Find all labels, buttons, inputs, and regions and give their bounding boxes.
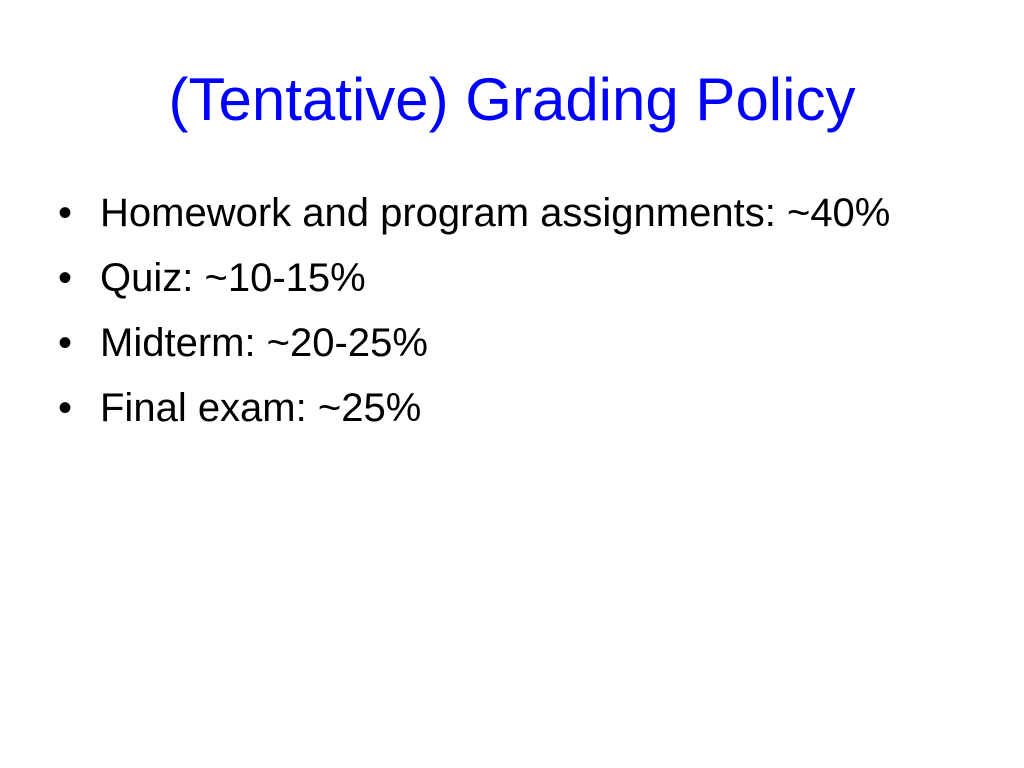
- bullet-item-final-exam: [54, 381, 914, 435]
- bullet-text-midterm: Midterm: ~20-25%: [100, 321, 428, 365]
- bullet-dot-icon: •: [58, 256, 73, 300]
- bullet-dot-icon: •: [58, 321, 73, 365]
- bullet-item-quiz: [54, 251, 914, 305]
- grading-bullet-list: [54, 186, 914, 446]
- bullet-text-quiz: Quiz: ~10-15%: [100, 256, 366, 300]
- bullet-item-midterm: [54, 316, 914, 370]
- bullet-dot-icon: •: [58, 191, 73, 235]
- slide-title: (Tentative) Grading Policy: [168, 66, 856, 133]
- bullet-text-final-exam: Final exam: ~25%: [100, 386, 422, 430]
- bullet-item-homework: [54, 186, 914, 240]
- bullet-text-homework: Homework and program assignments: ~40%: [100, 191, 891, 235]
- bullet-dot-icon: •: [58, 386, 73, 430]
